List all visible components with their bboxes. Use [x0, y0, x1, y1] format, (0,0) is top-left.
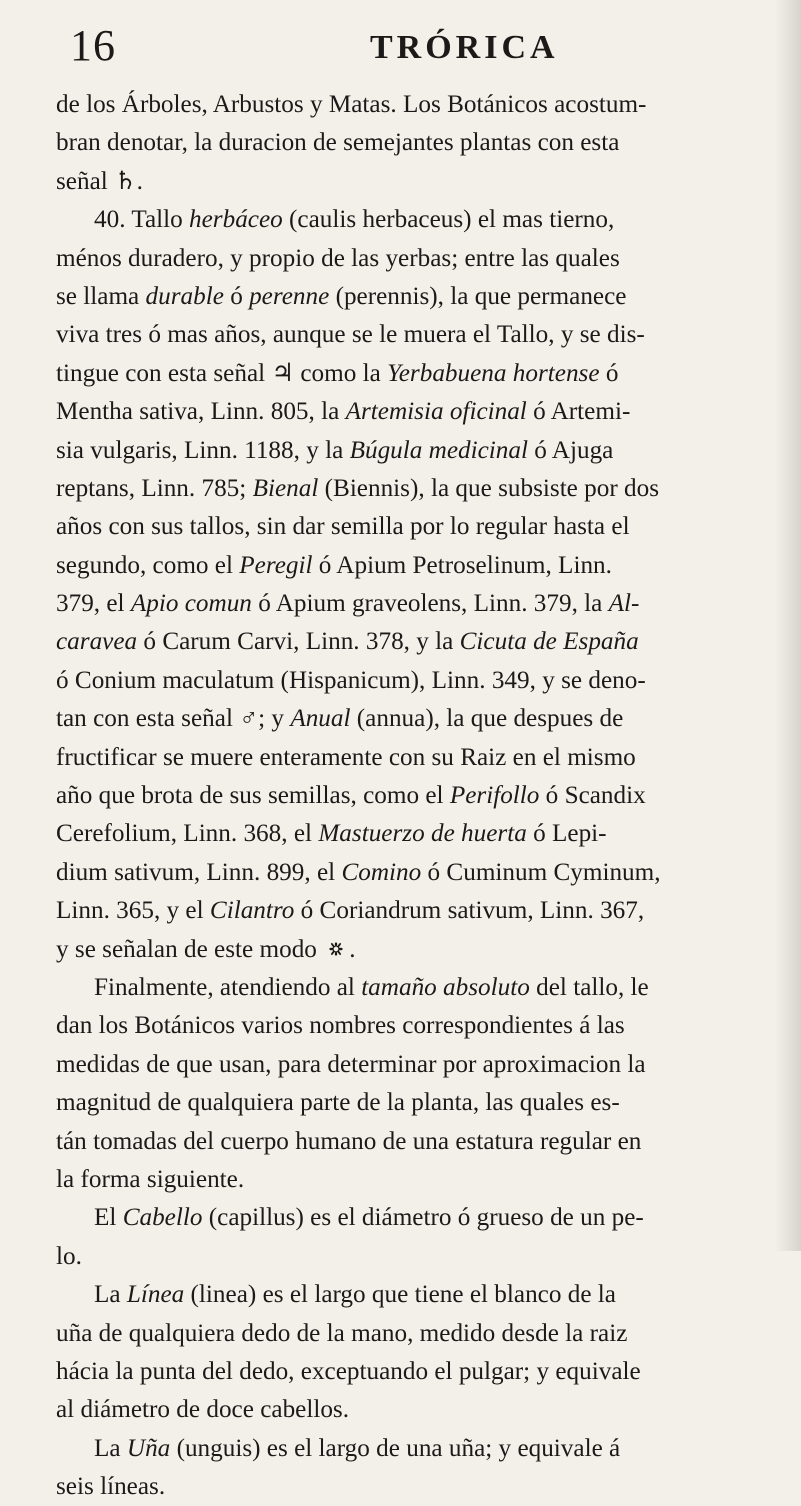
botanical-symbol: ♃: [271, 359, 295, 387]
italic-term: Artemisia oficinal: [345, 398, 527, 426]
italic-term: Línea: [126, 1281, 185, 1309]
text-line: [56, 355, 776, 393]
italic-term: Mastuerzo de huerta: [318, 820, 527, 848]
italic-term: Apio comun: [130, 590, 252, 618]
text-run: ménos duradero, y propio de las yerbas; entre las quales: [56, 244, 620, 272]
text-run: señal: [56, 167, 115, 195]
text-run: como la: [294, 359, 388, 387]
running-title: TRÓRICA: [370, 29, 559, 66]
text-line: [56, 393, 776, 431]
text-line: [56, 1468, 776, 1506]
text-line: [56, 508, 776, 546]
text-run: .: [136, 167, 143, 195]
italic-term: Perifollo: [449, 782, 540, 810]
text-line: [56, 1315, 776, 1353]
italic-term: caravea: [56, 628, 138, 656]
italic-term: Cabello: [122, 1204, 203, 1232]
text-run: de los Árboles, Arbustos y Matas. Los Botánicos acostum-: [56, 91, 647, 118]
text-line: [56, 470, 776, 508]
text-run: al diámetro de doce cabellos.: [56, 1396, 350, 1424]
flower-symbol-icon: [323, 934, 349, 956]
text-run: del tallo, le: [529, 973, 649, 1001]
page-number: 16: [70, 21, 116, 70]
text-line: [56, 1084, 776, 1122]
text-run: (perennis), la que permanece: [329, 282, 627, 310]
botanical-symbol: ♂: [239, 705, 259, 733]
text-run: hácia la punta del dedo, exceptuando el pulgar; y equivale: [56, 1357, 641, 1385]
text-run: ó Ajuga: [527, 436, 614, 464]
botanical-symbol: ♄: [114, 167, 137, 195]
text-run: ó Artemi-: [526, 398, 631, 426]
text-line: [56, 662, 776, 700]
text-run: (capillus) es el diámetro ó grueso de un pe-: [202, 1204, 644, 1232]
italic-term: Yerbabuena hortense: [387, 359, 600, 387]
text-run: ó Cuminum Cyminum,: [421, 858, 661, 886]
text-run: lo.: [56, 1242, 82, 1270]
italic-term: perenne: [249, 282, 330, 310]
text-run: (annua), la que despues de: [350, 705, 624, 733]
text-run: .: [349, 935, 356, 963]
text-line: [56, 547, 776, 585]
italic-term: tamaño absoluto: [361, 973, 530, 1001]
italic-term: Peregil: [239, 551, 313, 579]
text-line: [56, 854, 776, 892]
text-line: [56, 777, 776, 815]
text-run: ; y: [258, 705, 291, 733]
text-run: La: [94, 1434, 127, 1462]
page-header: [70, 20, 770, 72]
text-run: ó Conium maculatum (Hispanicum), Linn. 349, y se deno-: [56, 666, 646, 694]
text-run: tán tomadas del cuerpo humano de una estatura regular en: [56, 1127, 642, 1155]
text-line: [56, 815, 776, 853]
text-run: (caulis herbaceus) el mas tierno,: [282, 206, 615, 234]
text-run: 40. Tallo: [94, 206, 190, 234]
text-run: la forma siguiente.: [56, 1165, 245, 1193]
text-run: Linn. 365, y el: [56, 897, 210, 925]
text-line: [56, 969, 776, 1007]
text-run: se llama: [56, 282, 146, 310]
italic-term: Cicuta de España: [459, 628, 639, 656]
text-run: (Biennis), la que subsiste por dos: [318, 474, 660, 502]
body-text: [56, 86, 776, 1506]
text-run: ó: [599, 359, 619, 387]
text-run: medidas de que usan, para determinar por aproximacion la: [56, 1050, 646, 1078]
text-run: sia vulgaris, Linn. 1188, y la: [56, 436, 350, 464]
text-run: años con sus tallos, sin dar semilla por lo regular hasta el: [56, 513, 630, 541]
text-run: ó Scandix: [539, 782, 646, 810]
italic-term: Cilantro: [209, 897, 295, 925]
text-run: ó: [223, 282, 250, 310]
text-run: tan con esta señal: [56, 705, 240, 733]
text-line: [56, 931, 776, 969]
text-line: [56, 585, 776, 623]
text-run: viva tres ó mas años, aunque se le muera el Tallo, y se dis-: [56, 321, 645, 349]
text-run: Mentha sativa, Linn. 805, la: [56, 398, 346, 426]
text-run: 379, el: [56, 590, 131, 618]
text-run: dan los Botánicos varios nombres correspondientes á las: [56, 1012, 625, 1040]
text-line: [56, 1123, 776, 1161]
text-line: [56, 201, 776, 239]
text-run: año que brota de sus semillas, como el: [56, 782, 450, 810]
text-run: uña de qualquiera dedo de la mano, medido desde la raiz: [56, 1319, 628, 1347]
text-run: y se señalan de este modo: [56, 935, 324, 963]
italic-term: Búgula medicinal: [349, 436, 528, 464]
text-run: Finalmente, atendiendo al: [94, 973, 362, 1001]
text-line: [56, 163, 776, 201]
text-run: dium sativum, Linn. 899, el: [56, 858, 342, 886]
text-run: seis líneas.: [56, 1473, 166, 1501]
text-line: [56, 1430, 776, 1468]
text-run: fructificar se muere enteramente con su Raiz en el mismo: [56, 743, 636, 771]
text-line: [56, 700, 776, 738]
italic-term: Bienal: [252, 474, 319, 502]
text-line: [56, 1353, 776, 1391]
text-line: [56, 124, 776, 162]
text-line: [56, 1276, 776, 1314]
text-line: [56, 739, 776, 777]
text-line: [56, 1238, 776, 1276]
text-run: La: [94, 1281, 127, 1309]
text-run: ó Carum Carvi, Linn. 378, y la: [137, 628, 460, 656]
italic-term: Comino: [341, 858, 422, 886]
text-line: [56, 86, 776, 124]
text-line: [56, 1161, 776, 1199]
text-line: [56, 892, 776, 930]
text-run: (unguis) es el largo de una uña; y equivale á: [170, 1434, 621, 1462]
page-edge-shadow: [775, 0, 801, 1251]
text-line: [56, 1199, 776, 1237]
text-run: Cerefolium, Linn. 368, el: [56, 820, 319, 848]
text-line: [56, 1391, 776, 1429]
italic-term: durable: [145, 282, 224, 310]
italic-term: Al-: [608, 590, 640, 618]
text-run: bran denotar, la duracion de semejantes plantas con esta: [56, 129, 620, 157]
text-run: El: [94, 1204, 123, 1232]
text-line: [56, 1007, 776, 1045]
text-run: ó Apium Petroselinum, Linn.: [312, 551, 612, 579]
text-run: ó Lepi-: [526, 820, 607, 848]
text-run: ó Apium graveolens, Linn. 379, la: [251, 590, 609, 618]
text-line: [56, 1046, 776, 1084]
text-line: [56, 316, 776, 354]
text-run: segundo, como el: [56, 551, 240, 579]
text-line: [56, 623, 776, 661]
italic-term: herbáceo: [189, 206, 283, 234]
text-run: tingue con esta señal: [56, 359, 272, 387]
text-run: (linea) es el largo que tiene el blanco de la: [184, 1281, 616, 1309]
text-line: [56, 432, 776, 470]
text-line: [56, 278, 776, 316]
italic-term: Anual: [290, 705, 351, 733]
italic-term: Uña: [126, 1434, 171, 1462]
text-run: reptans, Linn. 785;: [56, 474, 253, 502]
text-run: ó Coriandrum sativum, Linn. 367,: [294, 897, 645, 925]
text-run: magnitud de qualquiera parte de la planta, las quales es-: [56, 1089, 620, 1117]
text-line: [56, 240, 776, 278]
